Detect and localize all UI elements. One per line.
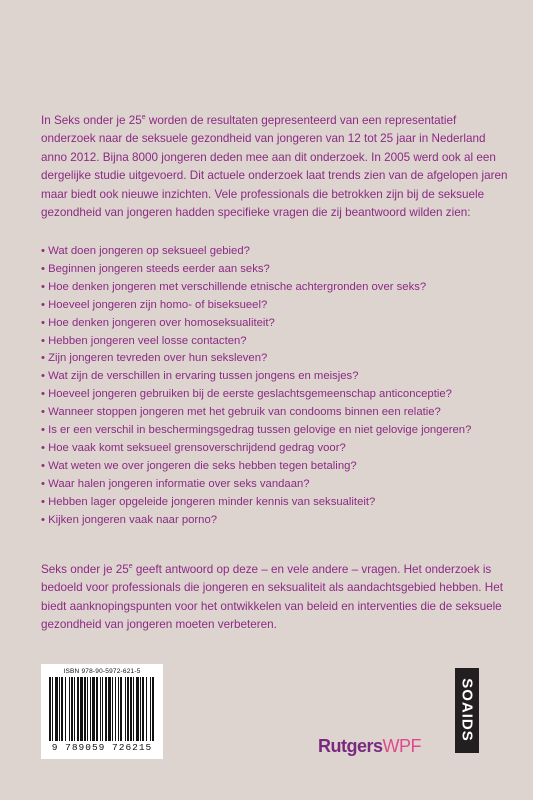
barcode-bar [120,677,122,741]
question-item: • Wat weten we over jongeren die seks hebben tegen betaling? [41,458,511,476]
wpf-wordmark: WPF [382,736,422,756]
barcode-bar [55,677,58,741]
barcode-bar [90,677,91,741]
barcode-bar [150,677,151,741]
barcode-bars [49,677,155,741]
question-item: • Hoeveel jongeren zijn homo- of biseksueel? [41,297,511,315]
barcode-bar [59,677,60,741]
barcode-bar [87,677,88,741]
barcode-bar [49,677,51,741]
question-item: • Hebben jongeren veel losse contacten? [41,333,511,351]
barcode-bar [80,677,83,741]
barcode-bar [118,677,119,741]
barcode-bar [136,677,139,741]
barcode-bar [102,677,103,741]
barcode-bar [108,677,111,741]
barcode-bar [100,677,101,741]
barcode [41,664,163,759]
question-item: • Wat zijn de verschillen in ervaring tussen jongens en meisjes? [41,368,511,386]
question-item: • Wanneer stoppen jongeren met het gebruik van condooms binnen een relatie? [41,404,511,422]
question-item: • Waar halen jongeren informatie over seks vandaan? [41,476,511,494]
question-list [41,243,511,530]
intro-text-start: In Seks onder je 25 [41,113,142,127]
soaids-wordmark: SOAIDS [458,678,476,742]
outro-text-start: Seks onder je 25 [41,562,129,576]
question-item: • Kijken jongeren vaak naar porno? [41,512,511,530]
rutgers-wpf-logo [318,736,421,757]
barcode-bar [96,677,98,741]
question-item: • Hoe vaak komt seksueel grensoverschrijdend gedrag voor? [41,440,511,458]
question-item: • Hebben lager opgeleide jongeren minder kennis van seksualiteit? [41,494,511,512]
barcode-bar [133,677,134,741]
barcode-bar [152,677,154,741]
intro-superscript: e [141,114,146,121]
barcode-bar [52,677,53,741]
question-item: • Beginnen jongeren steeds eerder aan seks? [41,261,511,279]
barcode-digits: 9 789059 726215 [51,742,153,753]
question-item: • Is er een verschil in beschermingsgedrag tussen gelovige en niet gelovige jongeren? [41,422,511,440]
outro-paragraph [41,558,511,635]
barcode-bar [105,677,107,741]
intro-paragraph [41,109,511,223]
barcode-bar [92,677,95,741]
rutgers-wordmark: Rutgers [318,736,383,756]
isbn-label: ISBN 978-90-5972-621-5 [63,668,141,675]
barcode-bar [130,677,132,741]
barcode-bar [112,677,113,741]
barcode-bar [71,677,73,741]
soaids-logo [455,668,479,753]
barcode-bar [77,677,79,741]
barcode-bar [125,677,126,741]
outro-superscript: e [128,563,133,570]
outro-text-rest: geeft antwoord op deze – en vele andere – vragen. Het onderzoek is bedoeld voor professionals die jongeren en seksualiteit als aandachtsgebied hebben. Het biedt aanknopingspunten voor het ontwikkelen van beleid en interventies die de seksuele gezondheid van jongeren moeten verbeteren. [41,562,503,632]
barcode-bar [140,677,141,741]
barcode-bar [115,677,116,741]
barcode-bar [127,677,129,741]
barcode-bar [69,677,70,741]
question-item: • Hoe denken jongeren met verschillende etnische achtergronden over seks? [41,279,511,297]
barcode-bar [74,677,75,741]
barcode-bar [61,677,63,741]
barcode-bar [142,677,144,741]
barcode-bar [65,677,66,741]
barcode-bar [84,677,86,741]
intro-text-rest: worden de resultaten gepresenteerd van een representatief onderzoek naar de seksuele gezondheid van jongeren van 12 tot 25 jaar in Nederland anno 2012. Bijna 8000 jongeren deden mee aan dit onderzoek. In 2005 werd ook al een dergelijke studie uitgevoerd. Dit actuele onderzoek laat trends zien van de afgelopen jaren maar biedt ook nieuwe inzichten. Vele professionals die betrokken zijn bij de seksuele gezondheid van jongeren hadden specifieke vragen die zij beantwoord wilden zien: [41,113,508,220]
question-item: • Zijn jongeren tevreden over hun seksleven? [41,350,511,368]
question-item: • Hoeveel jongeren gebruiken bij de eerste geslachtsgemeenschap anticonceptie? [41,386,511,404]
barcode-bar [146,677,147,741]
question-item: • Wat doen jongeren op seksueel gebied? [41,243,511,261]
question-item: • Hoe denken jongeren over homoseksualiteit? [41,315,511,333]
